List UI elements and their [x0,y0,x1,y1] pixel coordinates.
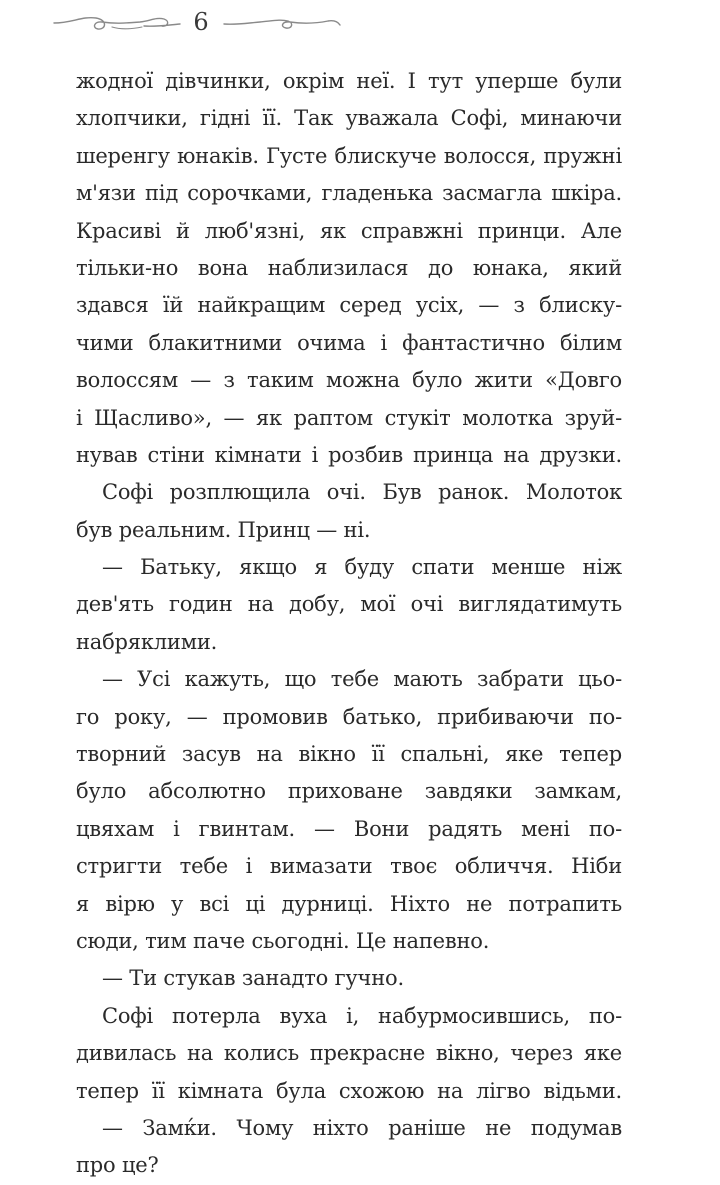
text-line: хлопчики, гідні її. Так уважала Софі, минаючи [76,106,622,131]
text-line: стригти тебе і вимазати твоє обличчя. Ніби [76,854,622,879]
text-line: волоссям — з таким можна було жити «Довго [76,368,622,393]
text-line: був реальним. Принц — ні. [76,517,371,542]
text-line: нував стіни кімнати і розбив принца на друзки. [76,442,622,467]
text-line: було абсолютно приховане завдяки замкам, [76,779,622,804]
text-line: го року, — промовив батько, прибиваючи по- [76,704,622,729]
text-line: — Ти стукав занадто гучно. [102,966,404,991]
text-line: сюди, тим паче сьогодні. Це напевно. [76,928,490,953]
text-line: цвяхам і гвинтам. — Вони радять мені по- [76,816,622,841]
text-line: м'язи під сорочками, гладенька засмагла шкіра. [76,181,622,206]
text-line: набряклими. [76,629,218,654]
text-line: — Усі кажуть, що тебе мають забрати цьо- [102,667,622,692]
text-line: Софі потерла вуха і, набурмосившись, по- [102,1003,622,1028]
text-line: дев'ять годин на добу, мої очі виглядатимуть [76,592,622,617]
text-line: Софі розплющила очі. Був ранок. Молоток [102,480,622,505]
text-line: творний засув на вікно її спальні, яке тепер [76,742,622,767]
text-line: — Батьку, якщо я буду спати менше ніж [102,555,622,580]
text-line: про це? [76,1153,159,1178]
text-line: здався їй найкращим серед усіх, — з блиску- [76,293,622,318]
text-line: жодної дівчинки, окрім неї. І тут уперше були [76,69,622,93]
text-line: — Замќи. Чому ніхто раніше не подумав [102,1115,622,1140]
book-text-body [76,63,622,1185]
text-line: дивилась на колись прекрасне вікно, через яке [76,1041,622,1066]
text-line: і Щасливо», — як раптом стукіт молотка зруй- [76,405,622,430]
text-line: тільки-но вона наблизилася до юнака, який [76,255,622,280]
page-header [0,0,720,48]
text-line: чими блакитними очима і фантастично білим [76,330,622,355]
text-line: шеренгу юнаків. Густе блискуче волосся, пружні [76,143,622,168]
text-line: тепер її кімната була схожою на лігво відьми. [76,1078,622,1103]
flourish-ornament-right-icon [222,10,342,36]
page-number: 6 [193,8,209,36]
text-line: Красиві й люб'язні, як справжні принци. Але [76,218,622,243]
flourish-ornament-left-icon [52,10,182,36]
text-line: я вірю у всі ці дурниці. Ніхто не потрапить [76,891,622,916]
